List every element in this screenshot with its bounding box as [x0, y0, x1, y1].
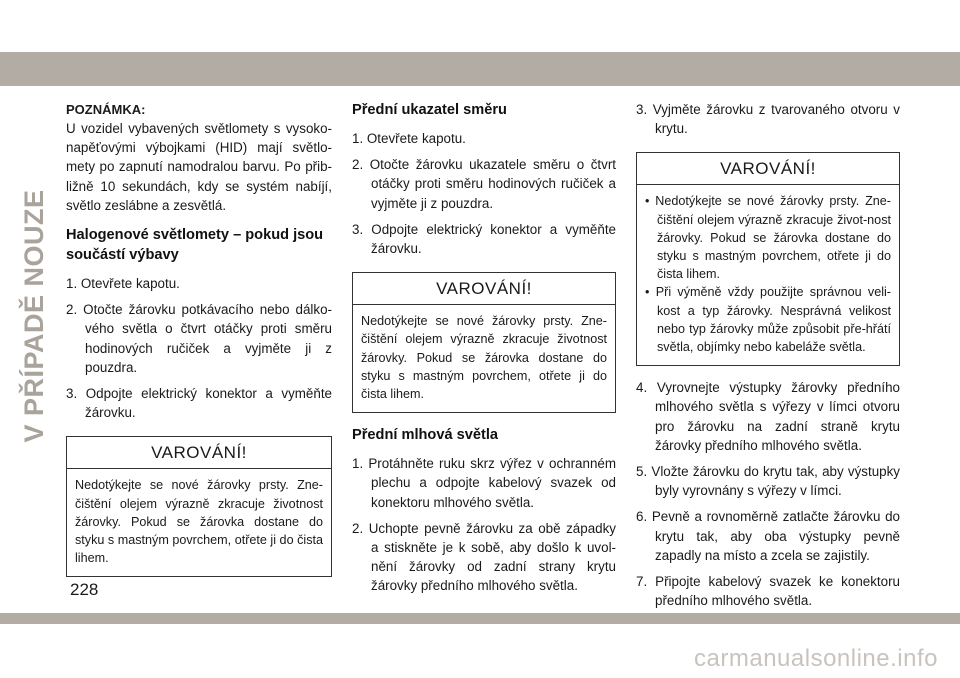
warning-title: VAROVÁNÍ! — [67, 437, 331, 469]
warning-bullet: • Nedotýkejte se nové žárovky prsty. Zne-čištění olejem výrazně zkracuje život-nost žárovky. Pokud se žárovka dostane do styku s mastným povrchem, otřete ji do čista lihem. — [645, 194, 891, 282]
watermark: carmanualsonline.info — [694, 645, 938, 672]
list-item: 4. Vyrovnejte výstupky žárovky předního mlhového světla s výřezy v límci otvoru pro žárovku na zadní straně krytu žárovky předního mlhového světla. — [636, 380, 900, 453]
list-item: 1. Otevřete kapotu. — [352, 131, 466, 146]
list-item: 3. Vyjměte žárovku z tvarovaného otvoru v krytu. — [636, 102, 900, 137]
fog-light-steps-continued — [636, 100, 900, 138]
fog-light-steps — [352, 454, 616, 595]
list-item: 3. Odpojte elektrický konektor a vyměňte žárovku. — [66, 386, 332, 421]
page-number: 228 — [70, 580, 99, 599]
list-item: 6. Pevně a rovnoměrně zatlačte žárovku do krytu tak, aby oba výstupky pevně zapadly na místo a zcela se zajistily. — [636, 509, 900, 563]
list-item: 2. Otočte žárovku potkávacího nebo dálko-vého světla o čtvrt otáčky proti směru hodinových ručiček a vyjměte ji z pouzdra. — [66, 302, 332, 375]
warning-bullet: • Při výměně vždy použijte správnou veli-kost a typ žárovky. Nesprávná velikost nebo typ žárovky může způsobit pře-hřátí světla, objímky nebo kabeláže světla. — [645, 285, 891, 355]
warning-title: VAROVÁNÍ! — [353, 273, 615, 305]
list-item: 5. Vložte žárovku do krytu tak, aby výstupky byly vyrovnány s výřezy v límci. — [636, 464, 900, 499]
list-item: 1. Otevřete kapotu. — [66, 276, 180, 292]
warning-box — [66, 436, 332, 577]
list-item: 2. Uchopte pevně žárovku za obě západky a stiskněte je k sobě, aby došlo k uvol-nění žárovky od zadní strany krytu žárovky předního mlhového světla. — [352, 520, 616, 594]
column-3 — [636, 100, 900, 617]
heading-halogen: Halogenové světlomety – pokud jsou součástí výbavy — [66, 227, 324, 264]
warning-title: VAROVÁNÍ! — [637, 153, 899, 185]
turn-signal-steps — [352, 129, 616, 258]
note-title: POZNÁMKA: — [66, 102, 146, 117]
list-item: 3. Odpojte elektrický konektor a vyměňte žárovku. — [352, 221, 616, 257]
heading-turn-signal: Přední ukazatel směru — [352, 102, 507, 118]
halogen-steps — [66, 274, 332, 422]
warning-text — [637, 185, 899, 365]
fog-light-steps-final — [636, 378, 900, 610]
list-item: 1. Protáhněte ruku skrz výřez v ochranném plechu a odpojte kabelový svazek od konektoru mlhového světla. — [352, 456, 616, 510]
warning-text: Nedotýkejte se nové žárovky prsty. Zne-čištění olejem výrazně zkracuje životnost žárovky. Pokud se žárovka dostane do styku s mastným povrchem, otřete ji do čista lihem. — [75, 478, 323, 566]
warning-text: Nedotýkejte se nové žárovky prsty. Zne-čištění olejem výrazně zkracuje životnost žárovky. Pokud se žárovka dostane do styku s mastným povrchem, otřete ji do čista lihem. — [361, 314, 607, 402]
column-1 — [66, 100, 332, 589]
list-item: 2. Otočte žárovku ukazatele směru o čtvrt otáčky proti směru hodinových ručiček a vyjměte ji z pouzdra. — [352, 157, 616, 211]
section-side-title-text: V PŘÍPADĚ NOUZE — [19, 189, 49, 443]
header-band — [0, 52, 960, 86]
heading-fog-lights: Přední mlhová světla — [352, 427, 498, 444]
note-text: U vozidel vybavených světlomety s vysoko-napěťovými výbojkami (HID) mají světlo-mety po zapnutí namodralou barvu. Po přib-ližně 10 sekundách, kdy se systém nabíjí, světlo zeslábne a zesvětlá. — [66, 121, 332, 213]
list-item: 7. Připojte kabelový svazek ke konektoru předního mlhového světla. — [636, 574, 900, 609]
column-2 — [352, 100, 616, 603]
warning-box — [352, 272, 616, 413]
warning-box — [636, 152, 900, 366]
